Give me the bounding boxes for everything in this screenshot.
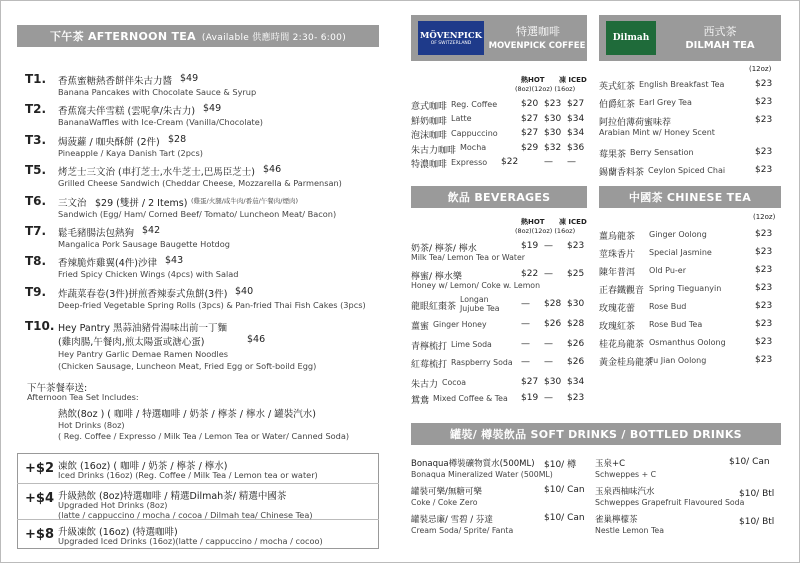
menu-item-price: — bbox=[544, 269, 553, 279]
dilmah-title-zh: 西式茶 bbox=[703, 25, 737, 38]
menu-item-en: Special Jasmine bbox=[649, 247, 712, 257]
menu-item-en: Osmanthus Oolong bbox=[649, 337, 726, 347]
menu-item-en: Honey w/ Lemon/ Coke w. Lemon bbox=[411, 281, 541, 290]
item-name-zh: 鬆毛豬腸法包熱狗 bbox=[58, 228, 135, 239]
upgrade-name-en: Upgraded Iced Drinks (16oz)(latte / cappuccino / mocha / cocoo) bbox=[58, 536, 323, 546]
menu-item-en: Cappuccino bbox=[451, 128, 498, 138]
menu-item-price: — bbox=[567, 157, 576, 167]
soft-drinks-header bbox=[411, 423, 781, 445]
item-name-zh: 香蕉窩夫伴雪糕 (雲呢拿/朱古力) bbox=[58, 106, 196, 117]
drink-name-en: Schweppes Grapefruit Flavoured Soda bbox=[595, 498, 745, 507]
menu-item-price: $23 bbox=[544, 99, 562, 109]
menu-item-price: — bbox=[544, 241, 553, 251]
menu-item-price: $23 bbox=[755, 355, 773, 365]
menu-item-price: $20 bbox=[521, 99, 539, 109]
menu-item-zh: 青檸梳打 bbox=[411, 342, 448, 352]
menu-item-zh: 阿拉伯薄荷蜜味荐 bbox=[599, 118, 672, 128]
menu-item-zh: 薑烏龍茶 bbox=[599, 232, 636, 242]
upgrade-price: +$8 bbox=[25, 527, 54, 542]
menu-item-price: — bbox=[544, 339, 553, 349]
drink-name-en: Coke / Coke Zero bbox=[411, 498, 478, 507]
item-price: $46 bbox=[247, 334, 266, 345]
item-name-en: Pineapple / Kaya Danish Tart (2pcs) bbox=[58, 148, 203, 158]
menu-item-en: Ceylon Spiced Chai bbox=[648, 165, 726, 175]
drink-name-zh: 罐裝可樂/無糖可樂 bbox=[411, 487, 482, 497]
item-name-zh: 炸蔬菜春卷(3件)拼煎香辣泰式魚餅(3件) bbox=[58, 289, 228, 300]
drink-price: $10/ Can bbox=[544, 485, 585, 495]
menu-item-price: $23 bbox=[755, 147, 773, 157]
menu-item-price: — bbox=[521, 357, 530, 367]
menu-item-price: $27 bbox=[521, 128, 539, 138]
drink-price: $10/ Can bbox=[729, 457, 770, 467]
item-code: T10. bbox=[25, 319, 55, 333]
menu-item-price: $27 bbox=[521, 377, 539, 387]
drink-name-zh: 雀巢檸檬茶 bbox=[595, 515, 638, 525]
menu-item-en: Ginger Honey bbox=[433, 319, 487, 329]
set-hot-en: Hot Drinks (8oz) bbox=[58, 420, 125, 430]
menu-item-zh: 正春鐵觀音 bbox=[599, 286, 645, 296]
drink-price: $10/ Btl bbox=[739, 517, 775, 527]
drink-name-zh: 玉泉+C bbox=[595, 459, 626, 469]
menu-item-en: Longan Jujube Tea bbox=[460, 295, 500, 313]
menu-item-price: $23 bbox=[755, 265, 773, 275]
afternoon-tea-title: 下午茶 AFTERNOON TEA bbox=[49, 30, 196, 43]
menu-item-zh: 桂花烏龍茶 bbox=[599, 340, 645, 350]
menu-item-en: Rose Bud Tea bbox=[649, 319, 703, 329]
menu-item-price: — bbox=[521, 339, 530, 349]
menu-item-price: $34 bbox=[567, 377, 585, 387]
drink-name-zh: 玉泉西柚味汽水 bbox=[595, 487, 655, 497]
upgrade-name-zh: 升級凍飲 (16oz) (特選咖啡) bbox=[58, 527, 178, 538]
menu-item-price: $23 bbox=[755, 229, 773, 239]
menu-item-price: $23 bbox=[755, 247, 773, 257]
upgrade-name-en: Iced Drinks (16oz) (Reg. Coffee / Milk Tea / Lemon tea or water) bbox=[58, 470, 318, 480]
item-price: $40 bbox=[235, 286, 254, 297]
drink-name-en: Bonaqua Mineralized Water (500ML) bbox=[411, 470, 553, 479]
menu-item-price: $23 bbox=[755, 301, 773, 311]
col-head-hot: 熱HOT bbox=[521, 76, 545, 84]
menu-item-en: Spring Tieguanyin bbox=[649, 283, 722, 293]
item-code: T8. bbox=[25, 254, 47, 268]
drink-name-en: Nestle Lemon Tea bbox=[595, 526, 664, 535]
drink-price: $10/ Can bbox=[544, 513, 585, 523]
menu-item-zh: 莓果茶 bbox=[599, 150, 627, 160]
soft-drinks-title: 罐裝/ 樽裝飲品 SOFT DRINKS / BOTTLED DRINKS bbox=[450, 428, 742, 441]
menu-item-price: $34 bbox=[567, 128, 585, 138]
menu-item-en: Mixed Coffee & Tea bbox=[433, 393, 508, 403]
item-name-zh-extra: (雞蛋/火腿/咸牛肉/番茄/午餐肉/煙肉) bbox=[191, 197, 299, 205]
menu-item-price: $23 bbox=[567, 393, 585, 403]
menu-item-en: Rose Bud bbox=[649, 301, 687, 311]
menu-item-en: Ginger Oolong bbox=[649, 229, 707, 239]
item-name-zh: 香辣脆炸雞翼(4件)沙律 bbox=[58, 258, 157, 269]
item-name-zh: 香蕉蜜糖熱香餅伴朱古力醬 bbox=[58, 76, 173, 87]
menu-item-price: — bbox=[544, 157, 553, 167]
menu-item-zh: 朱古力 bbox=[411, 380, 439, 390]
menu-item-price: $26 bbox=[567, 339, 585, 349]
menu-item-price: $26 bbox=[567, 357, 585, 367]
upgrade-price: +$2 bbox=[25, 461, 54, 476]
menu-item-price: $26 bbox=[544, 319, 562, 329]
menu-item-zh: 紅莓梳打 bbox=[411, 360, 448, 370]
set-hot-zh: 熱飲(8oz ) ( 咖啡 / 特選咖啡 / 奶茶 / 檸茶 / 檸水 / 罐裝汽水) bbox=[58, 409, 316, 420]
menu-item-zh: 意式咖啡 bbox=[411, 102, 448, 112]
item-name-zh-extra: (雞肉腸,午餐肉,煎太陽蛋或溏心蛋) bbox=[58, 337, 205, 348]
drink-name-en: Cream Soda/ Sprite/ Fanta bbox=[411, 526, 514, 535]
item-name-zh: 焗菠蘿 / 咖央酥餅 (2件) bbox=[58, 137, 160, 148]
upgrade-name-zh: 凍飲 (16oz) ( 咖啡 / 奶茶 / 檸茶 / 檸水) bbox=[58, 461, 228, 472]
menu-item-price: — bbox=[544, 357, 553, 367]
chinese-tea-header bbox=[599, 186, 781, 208]
dilmah-size: (12oz) bbox=[749, 65, 772, 73]
menu-item-price: $28 bbox=[544, 299, 562, 309]
chinese-tea-size: (12oz) bbox=[753, 213, 776, 221]
drink-name-zh: 罐裝忌廉/ 雪碧 / 芬達 bbox=[411, 515, 493, 525]
item-name-en-extra: (Chicken Sausage, Luncheon Meat, Fried Egg or Soft-boild Egg) bbox=[58, 361, 317, 371]
item-price: $49 bbox=[203, 103, 222, 114]
dilmah-title-en: DILMAH TEA bbox=[685, 40, 755, 51]
item-code: T1. bbox=[25, 72, 47, 86]
menu-item-zh: 英式紅茶 bbox=[599, 82, 636, 92]
item-name-en: Mangalica Pork Sausage Baugette Hotdog bbox=[58, 239, 230, 249]
menu-item-price: $27 bbox=[521, 113, 539, 124]
menu-item-price: $23 bbox=[755, 79, 773, 89]
menu-item-en: Arabian Mint w/ Honey Scent bbox=[599, 128, 715, 137]
upgrade-name-en: Upgraded Hot Drinks (8oz) bbox=[58, 500, 168, 510]
menu-item-zh: 莖珠香片 bbox=[599, 250, 636, 260]
item-code: T2. bbox=[25, 102, 47, 116]
item-price: $28 bbox=[168, 134, 187, 145]
menu-item-price: $23 bbox=[755, 337, 773, 347]
menu-item-en: Expresso bbox=[451, 157, 488, 167]
menu-item-zh: 黃金桂烏龍茶 bbox=[599, 358, 654, 368]
movenpick-title-en: MOVENPICK COFFEE bbox=[488, 41, 586, 51]
menu-item-zh: 伯爵紅茶 bbox=[599, 100, 636, 110]
menu-item-price: $23 bbox=[755, 319, 773, 329]
item-name-en: Fried Spicy Chicken Wings (4pcs) with Salad bbox=[58, 269, 239, 279]
menu-item-price: $34 bbox=[567, 113, 585, 124]
menu-item-en: Reg. Coffee bbox=[451, 99, 498, 109]
menu-item-zh: 檸蜜/ 檸水樂 bbox=[411, 272, 462, 282]
item-code: T7. bbox=[25, 224, 47, 238]
availability-text: (Available 供應時間 2:30- 6:00) bbox=[201, 32, 347, 43]
menu-item-en: Fu Jian Oolong bbox=[649, 355, 707, 365]
set-hot-en-detail: ( Reg. Coffee / Expresso / Milk Tea / Lemon Tea or Water/ Canned Soda) bbox=[58, 431, 350, 441]
item-name-zh: 三文治 bbox=[58, 198, 87, 209]
menu-item-price: $30 bbox=[544, 113, 562, 124]
menu-item-en: Berry Sensation bbox=[630, 147, 694, 157]
item-name-zh: Hey Pantry 黑蒜油豬骨湯味出前一丁麵 bbox=[58, 323, 228, 334]
menu-item-zh: 陳年普洱 bbox=[599, 268, 636, 278]
col-sizes: (8oz)(12oz) (16oz) bbox=[515, 85, 576, 93]
afternoon-tea-header bbox=[17, 25, 379, 47]
menu-item-price: $23 bbox=[755, 283, 773, 293]
menu-item-zh: 鮮奶咖啡 bbox=[411, 116, 448, 127]
col-head-hot: 熱HOT bbox=[521, 218, 545, 226]
menu-item-zh: 奶茶/ 檸茶/ 檸水 bbox=[411, 244, 477, 254]
menu-item-en: Latte bbox=[451, 114, 472, 123]
menu-item-zh: 特濃咖啡 bbox=[411, 160, 448, 170]
item-price: $42 bbox=[142, 225, 161, 236]
menu-item-price: $25 bbox=[567, 269, 585, 279]
chinese-tea-title: 中國茶 CHINESE TEA bbox=[628, 191, 752, 204]
menu-item-zh: 泡沫咖啡 bbox=[411, 131, 448, 141]
menu-item-zh: 鴛鴦 bbox=[411, 396, 430, 406]
menu-item-price: — bbox=[544, 393, 553, 403]
menu-item-en: English Breakfast Tea bbox=[639, 79, 725, 89]
set-title-zh: 下午茶餐奉送: bbox=[27, 383, 88, 394]
menu-item-en: Cocoa bbox=[442, 377, 467, 387]
movenpick-logo bbox=[418, 21, 484, 55]
dilmah-logo bbox=[606, 21, 656, 55]
menu-item-zh: 薑蜜 bbox=[411, 322, 430, 332]
menu-item-price: $23 bbox=[567, 241, 585, 251]
beverages-title: 飲品 BEVERAGES bbox=[447, 191, 551, 204]
menu-item-zh: 玫瑰花蕾 bbox=[599, 304, 636, 314]
drink-price: $10/ 樽 bbox=[544, 460, 577, 470]
item-code: T6. bbox=[25, 194, 47, 208]
menu-item-en: Milk Tea/ Lemon Tea or Water bbox=[411, 253, 525, 262]
movenpick-logo-text: MÖVENPICK bbox=[419, 30, 483, 41]
menu-item-price: — bbox=[521, 299, 530, 309]
menu-item-price: — bbox=[521, 319, 530, 329]
item-name-en: BananaWaffles with Ice-Cream (Vanilla/Chocolate) bbox=[58, 117, 263, 127]
menu-item-price: $30 bbox=[544, 128, 562, 138]
dilmah-logo-text: Dilmah bbox=[612, 33, 650, 43]
item-price: $49 bbox=[180, 73, 199, 84]
menu-item-price: $27 bbox=[567, 99, 585, 109]
menu-item-en: Raspberry Soda bbox=[451, 357, 513, 367]
item-name-en: Deep-fried Vegetable Spring Rolls (3pcs) & Pan-fried Thai Fish Cakes (3pcs) bbox=[58, 300, 366, 310]
beverages-header bbox=[411, 186, 587, 208]
item-price: $29 (雙拼 / 2 Items) bbox=[95, 198, 188, 209]
menu-item-price: $22 bbox=[501, 157, 519, 167]
menu-item-zh: 玫瑰紅茶 bbox=[599, 322, 636, 332]
menu-item-price: $19 bbox=[521, 393, 539, 403]
upgrade-name-zh: 升級熱飲 (8oz)特選咖啡 / 精選Dilmah茶/ 精選中國茶 bbox=[58, 491, 287, 502]
movenpick-logo-sub: OF SWITZERLAND bbox=[430, 40, 472, 46]
menu-item-price: $22 bbox=[521, 269, 539, 279]
menu-item-en: Lime Soda bbox=[451, 339, 492, 349]
drink-name-zh: Bonaqua樽裝礦物質水(500ML) bbox=[411, 459, 535, 469]
menu-item-price: $23 bbox=[755, 97, 773, 107]
menu-item-en: Old Pu-er bbox=[649, 265, 686, 275]
col-sizes: (8oz)(12oz) (16oz) bbox=[515, 227, 576, 235]
item-name-en: Banana Pancakes with Chocolate Sauce & Syrup bbox=[58, 87, 257, 97]
drink-price: $10/ Btl bbox=[739, 489, 775, 499]
movenpick-title-zh: 特選咖啡 bbox=[516, 25, 560, 38]
item-code: T9. bbox=[25, 285, 47, 299]
menu-item-en: Earl Grey Tea bbox=[639, 97, 692, 107]
menu-item-price: $30 bbox=[567, 299, 585, 309]
menu-item-price: $23 bbox=[755, 165, 773, 175]
set-title-en: Afternoon Tea Set Includes: bbox=[27, 392, 139, 402]
divider bbox=[17, 483, 379, 484]
item-price: $46 bbox=[263, 164, 282, 175]
menu-item-price: $23 bbox=[755, 115, 773, 125]
col-head-iced: 凍 ICED bbox=[559, 76, 587, 84]
item-code: T3. bbox=[25, 133, 47, 147]
menu-item-price: $29 bbox=[521, 142, 539, 153]
item-code: T5. bbox=[25, 163, 47, 177]
item-price: $43 bbox=[165, 255, 184, 266]
item-name-en: Grilled Cheese Sandwich (Cheddar Cheese, Mozzarella & Parmensan) bbox=[58, 178, 342, 188]
menu-item-price: $32 bbox=[544, 142, 562, 153]
menu-item-en: Mocha bbox=[460, 143, 487, 152]
item-name-en: Sandwich (Egg/ Ham/ Corned Beef/ Tomato/ Luncheon Meat/ Bacon) bbox=[58, 209, 337, 219]
upgrade-price: +$4 bbox=[25, 491, 54, 506]
menu-item-price: $36 bbox=[567, 142, 585, 153]
menu-item-zh: 朱古力咖啡 bbox=[411, 145, 457, 156]
upgrade-name-en-detail: (latte / cappuccino / mocha / cocoa / Dilmah tea/ Chinese Tea) bbox=[58, 510, 313, 520]
menu-item-zh: 龍眼紅棗茶 bbox=[411, 302, 457, 312]
menu-item-price: $19 bbox=[521, 241, 539, 251]
menu-item-zh: 錫蘭香料茶 bbox=[599, 168, 645, 178]
drink-name-en: Schweppes + C bbox=[595, 470, 657, 479]
menu-item-price: $28 bbox=[567, 319, 585, 329]
menu-item-price: $30 bbox=[544, 377, 562, 387]
item-name-zh: 烤芝士三文治 (車打芝士,水牛芝士,巴馬臣芝士) bbox=[58, 167, 255, 178]
col-head-iced: 凍 ICED bbox=[559, 218, 587, 226]
item-name-en: Hey Pantry Garlic Demae Ramen Noodles bbox=[58, 349, 229, 359]
